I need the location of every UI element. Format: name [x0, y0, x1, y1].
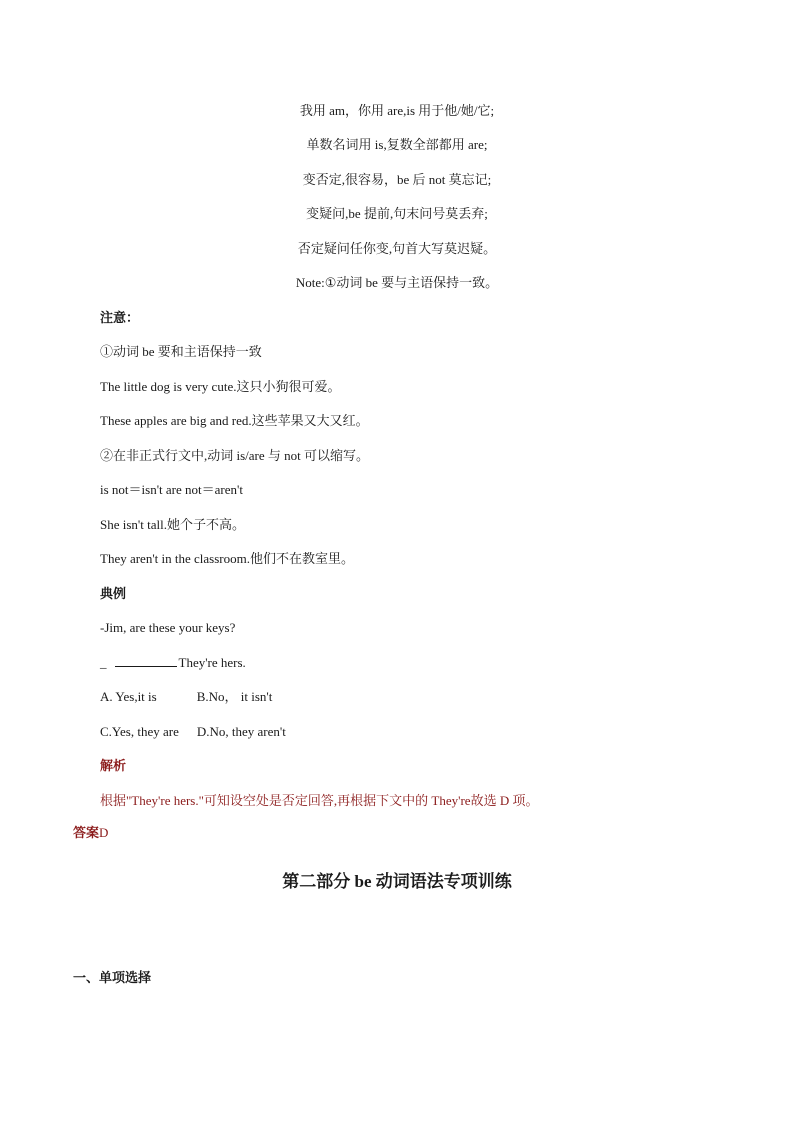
notes-title: 注意： — [100, 310, 140, 325]
option-d: D.No, they aren't — [196, 724, 286, 739]
options-row-1 — [100, 688, 272, 706]
example-answer-line — [100, 654, 246, 672]
notes-example-2: These apples are big and red.这些苹果又大又红。 — [100, 413, 369, 428]
rhyme-line-3: 变否定,很容易，be 后 not 莫忘记; — [302, 172, 492, 187]
notes-point-1: ①动词 be 要和主语保持一致 — [100, 344, 262, 359]
rhyme-line-1: 我用 am，你用 are,is 用于他/她/它; — [299, 103, 495, 118]
analysis-text: 根据"They're hers."可知设空处是否定回答,再根据下文中的 They're故选 D 项。 — [100, 793, 539, 808]
notes-example-4: They aren't in the classroom.他们不在教室里。 — [100, 551, 354, 566]
option-a: A. Yes,it is — [100, 689, 157, 704]
answer-line — [73, 824, 108, 842]
analysis-title: 解析 — [100, 758, 127, 773]
answer-value: D — [99, 825, 109, 840]
notes-example-1: The little dog is very cute.这只小狗很可爱。 — [100, 379, 341, 394]
part2-heading: 第二部分 be 动词语法专项训练 — [282, 872, 512, 891]
rhyme-line-4: 变疑问,be 提前,句末问号莫丢弃; — [306, 206, 488, 221]
rhyme-line-2: 单数名词用 is,复数全部都用 are; — [306, 137, 488, 152]
notes-contraction: is not＝isn't are not＝aren't — [100, 482, 243, 497]
section-single-choice: 一、单项选择 — [73, 970, 152, 985]
option-c: C.Yes, they are — [100, 724, 179, 739]
notes-example-3: She isn't tall.她个子不高。 — [100, 517, 245, 532]
rhyme-note: Note:①动词 be 要与主语保持一致。 — [295, 275, 499, 290]
rhyme-line-5: 否定疑问任你变,句首大写莫迟疑。 — [297, 241, 497, 256]
options-row-2 — [100, 723, 286, 741]
answer-label: 答案 — [73, 825, 100, 840]
notes-point-2: ②在非正式行文中,动词 is/are 与 not 可以缩写。 — [100, 448, 370, 463]
example-title: 典例 — [100, 586, 127, 601]
answer-suffix: They're hers. — [178, 655, 246, 670]
example-question: -Jim, are these your keys? — [100, 620, 236, 635]
answer-prefix: _ — [100, 655, 107, 670]
option-b: B.No， it isn't — [196, 689, 273, 704]
answer-blank — [115, 654, 177, 667]
